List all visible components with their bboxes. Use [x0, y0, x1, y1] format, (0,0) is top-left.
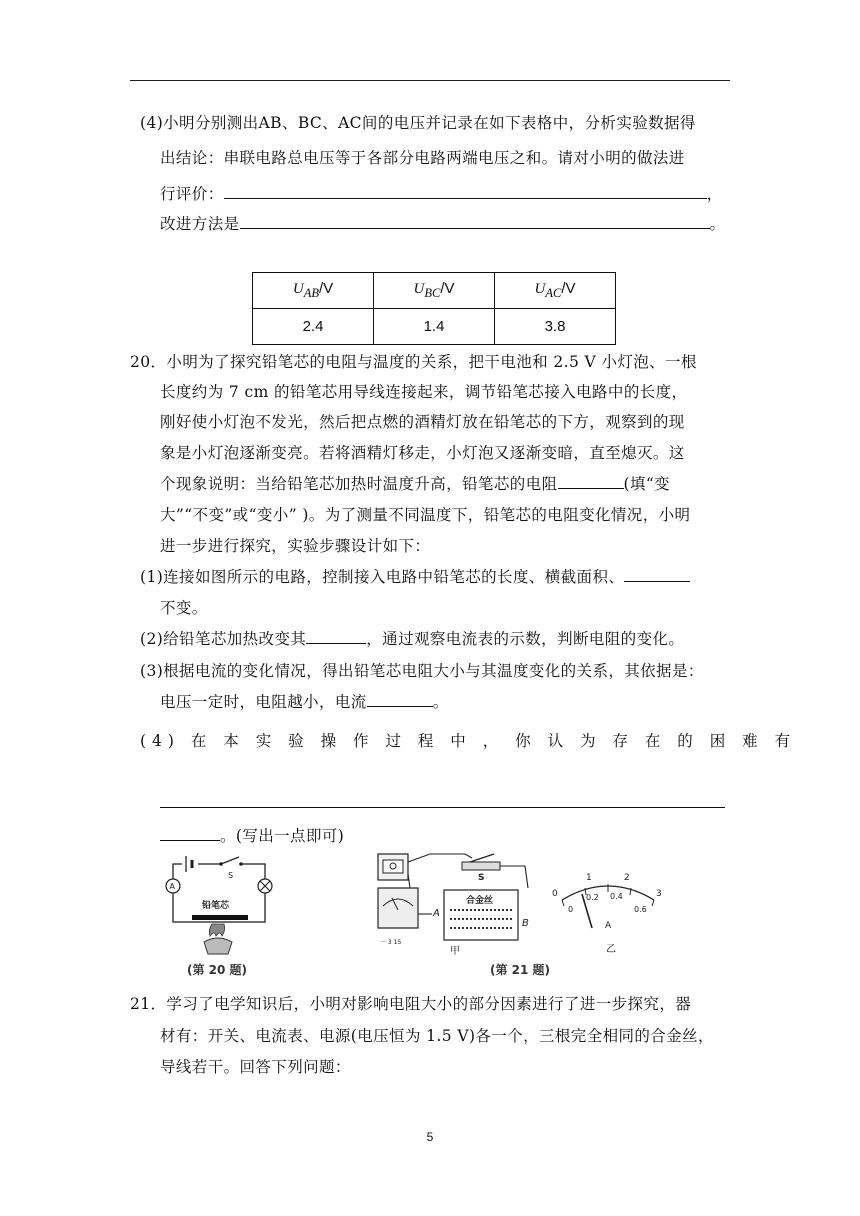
q20-step2-text: (2)给铅笔芯加热改变其	[140, 630, 307, 648]
point-a-label: A	[433, 908, 440, 919]
header-rule	[130, 80, 730, 81]
answer-blank[interactable]	[367, 692, 433, 707]
table-header-cell: $U_{AC}/V$	[495, 273, 616, 309]
punctuation: 。	[709, 215, 726, 233]
terminal-label: － 3 15	[380, 939, 402, 946]
scale-label: 0.6	[634, 905, 647, 914]
answer-blank[interactable]	[624, 567, 690, 582]
q20-line6: 大”“不变”或“变小” )。为了测量不同温度下，铅笔芯的电阻变化情况，小明	[160, 506, 691, 524]
table-cell: 2.4	[253, 309, 374, 345]
voltage-table	[252, 272, 616, 345]
q20-step1-text: (1)连接如图所示的电路，控制接入电路中铅笔芯的长度、横截面积、	[140, 568, 625, 586]
q21-line3: 导线若干。回答下列问题：	[160, 1058, 351, 1076]
q20-step4-line3	[160, 826, 344, 846]
scale-label: 2	[624, 873, 630, 883]
q19-evaluate-label: 行评价：	[160, 185, 224, 203]
q20-line5	[160, 474, 670, 494]
q20-step2-tail: ，通过观察电流表的示数，判断电阻的变化。	[366, 630, 685, 648]
answer-blank[interactable]	[240, 214, 710, 229]
q20-step3-line2	[160, 692, 449, 712]
ammeter-label: A	[169, 882, 175, 891]
answer-blank[interactable]	[160, 826, 220, 841]
figure-21-yi-meter	[548, 866, 668, 956]
table-cell: 1.4	[374, 309, 495, 345]
q20-line3: 刚好使小灯泡不发光，然后把点燃的酒精灯放在铅笔芯的下方，观察到的现	[160, 413, 685, 431]
q20-line5-text: 个现象说明：当给铅笔芯加热时温度升高，铅笔芯的电阻	[160, 475, 558, 493]
q20-step2	[140, 629, 684, 649]
table-row	[253, 309, 616, 345]
q20-step4-line1: (4) 在 本 实 验 操 作 过 程 中 ， 你 认 为 存 在 的 困 难 有	[140, 732, 797, 750]
figure-jia-label: 甲	[450, 946, 460, 957]
figure-21-caption: (第 21 题)	[490, 963, 551, 977]
q20-step1	[140, 567, 690, 587]
point-b-label: B	[522, 918, 529, 929]
scale-label: 0.2	[586, 893, 599, 902]
switch-label: S	[228, 871, 234, 880]
scale-label: 0	[568, 905, 574, 914]
figure-20-caption: (第 20 题)	[187, 963, 248, 977]
figure-20-circuit	[150, 850, 280, 960]
pencil-lead-label: 铅笔芯	[202, 901, 230, 911]
answer-blank[interactable]	[306, 629, 366, 644]
meter-unit-label: A	[605, 921, 612, 931]
q20-step3-line1: (3)根据电流的变化情况，得出铅笔芯电阻大小与其温度变化的关系，其依据是：	[140, 662, 704, 680]
answer-blank[interactable]	[224, 184, 707, 199]
pencil-lead	[192, 915, 248, 920]
punctuation: ，	[706, 185, 723, 203]
q19-improve-label: 改进方法是	[160, 215, 240, 233]
scale-label: 0.4	[610, 892, 623, 901]
punctuation: 。	[432, 693, 449, 711]
q20-line5-tail: (填“变	[623, 475, 671, 493]
answer-line[interactable]	[160, 807, 725, 808]
q19-part4-line1: (4)小明分别测出AB、BC、AC间的电压并记录在如下表格中，分析实验数据得	[140, 114, 696, 132]
answer-blank[interactable]	[558, 474, 624, 489]
scale-label: 0	[552, 889, 558, 899]
table-header-cell: $U_{AB}/V$	[253, 273, 374, 309]
q20-step1-cont: 不变。	[160, 599, 208, 617]
figure-21-jia	[370, 848, 540, 958]
q20-step3-text: 电压一定时，电阻越小，电流	[160, 693, 367, 711]
q20-line7: 进一步进行探究，实验步骤设计如下：	[160, 537, 431, 555]
table-header-cell: $U_{BC}/V$	[374, 273, 495, 309]
q19-part4-line4	[160, 214, 725, 234]
scale-label: 1	[586, 873, 592, 883]
q21-line2: 材有：开关、电流表、电源(电压恒为 1.5 V)各一个，三根完全相同的合金丝，	[160, 1027, 714, 1045]
q20-line2: 长度约为 7 cm 的铅笔芯用导线连接起来，调节铅笔芯接入电路中的长度，	[160, 383, 688, 401]
ammeter-icon	[378, 888, 418, 928]
switch-icon	[462, 862, 500, 870]
q20-line1: 20．小明为了探究铅笔芯的电阻与温度的关系，把干电池和 2.5 V 小灯泡、一根	[130, 353, 697, 371]
flame-icon	[209, 924, 224, 936]
alloy-wire-label: 合金丝	[466, 896, 494, 906]
scale-label: 3	[656, 889, 662, 899]
q20-line4: 象是小灯泡逐渐变亮。若将酒精灯移走，小灯泡又逐渐变暗，直至熄灭。这	[160, 444, 685, 462]
q19-part4-line2: 出结论：串联电路总电压等于各部分电路两端电压之和。请对小明的做法进	[160, 149, 685, 167]
page-number: 5	[426, 1130, 434, 1144]
switch-label: S	[478, 873, 485, 883]
q20-step4-tail: 。(写出一点即可)	[220, 827, 345, 845]
figure-yi-label: 乙	[606, 944, 616, 955]
alcohol-lamp-icon	[204, 938, 232, 954]
q19-part4-line3	[160, 184, 723, 204]
q21-line1: 21．学习了电学知识后，小明对影响电阻大小的部分因素进行了进一步探究，器	[130, 995, 692, 1013]
table-cell: 3.8	[495, 309, 616, 345]
circuit-wire	[173, 864, 265, 922]
table-header-row	[253, 273, 616, 309]
